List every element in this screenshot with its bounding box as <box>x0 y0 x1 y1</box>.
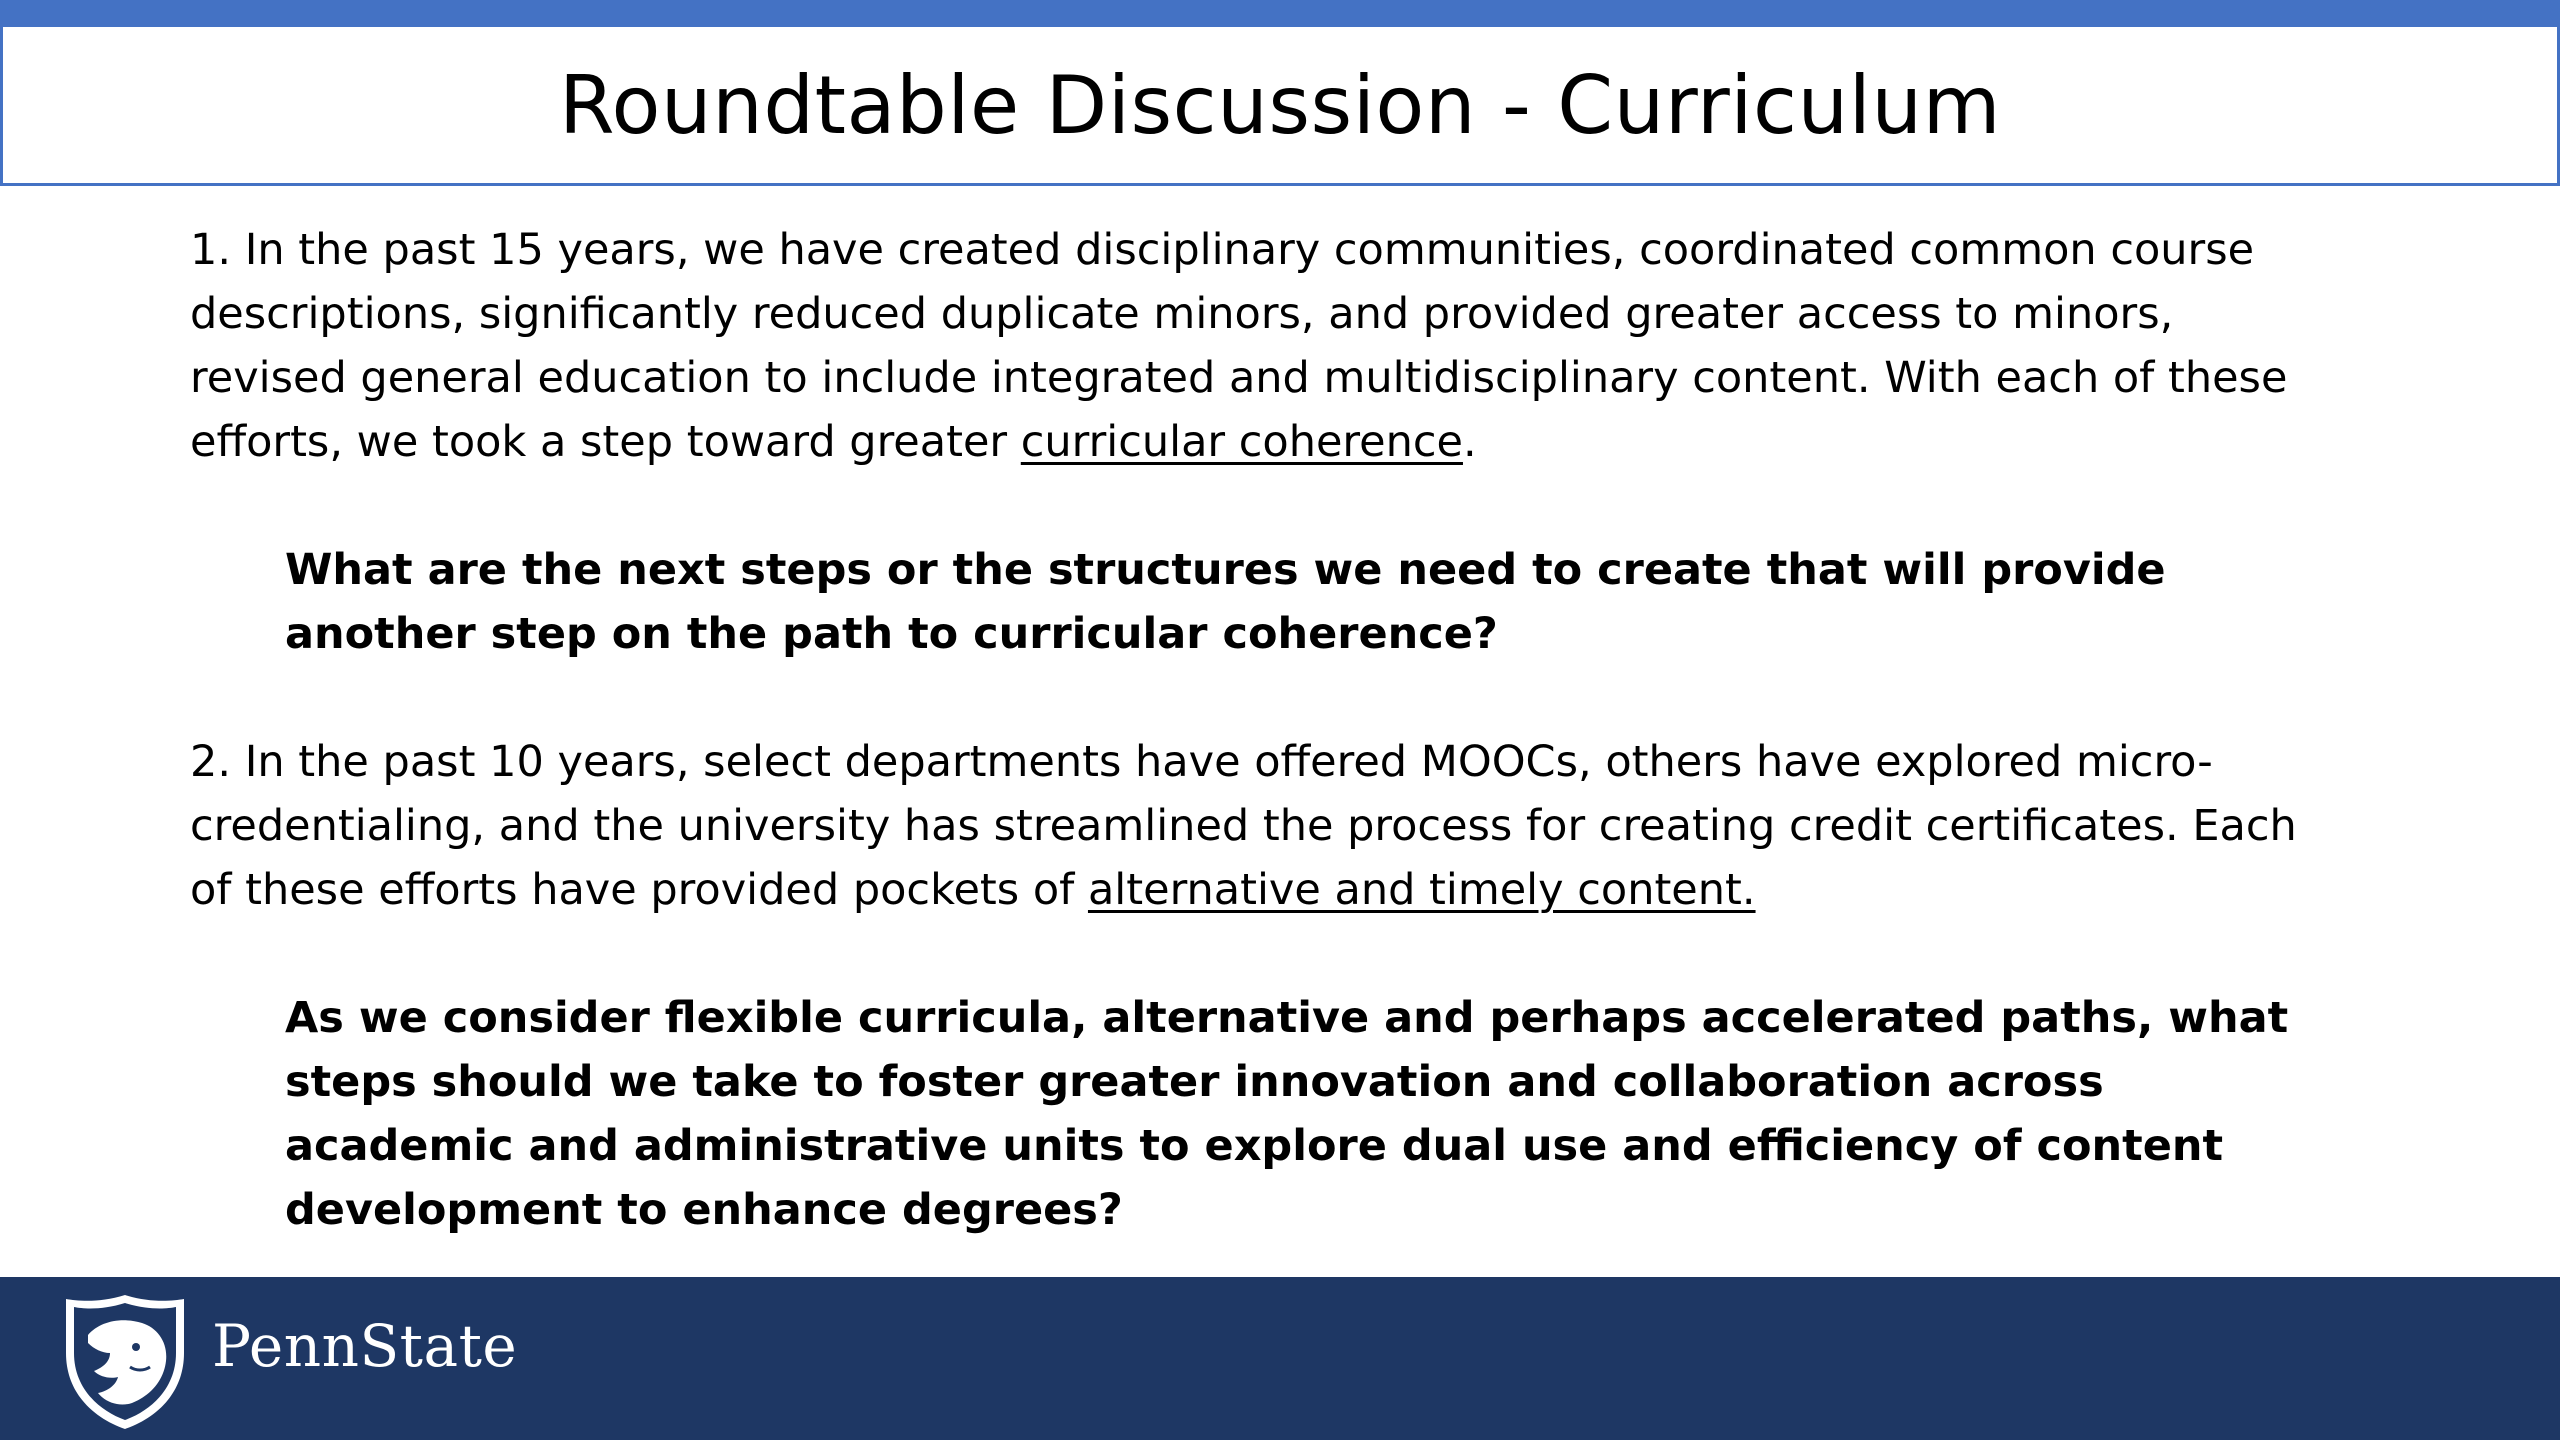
slide-title: Roundtable Discussion - Curriculum <box>558 58 2002 152</box>
item-1-text: 1. In the past 15 years, we have created disciplinary communities, coordinated common course descriptions, significantly reduced duplicate minors, and provided greater access to minors, revised general education to include integrated and multidisciplinary content. With each of these efforts, we took a step toward greater <box>190 225 2288 467</box>
item-2-paragraph <box>190 730 2340 922</box>
footer-bar <box>0 1277 2560 1440</box>
spacer <box>190 922 2340 986</box>
spacer <box>190 666 2340 730</box>
nittany-lion-shield-icon <box>60 1291 190 1431</box>
title-box <box>0 24 2560 186</box>
item-1-paragraph <box>190 218 2340 474</box>
pennstate-wordmark: PennState <box>212 1312 518 1380</box>
top-accent-bar <box>0 0 2560 24</box>
item-2-question: As we consider flexible curricula, alternative and perhaps accelerated paths, what steps should we take to foster greater innovation and collaboration across academic and administrative units to explore dual use and efficiency of content development to enhance degrees? <box>285 993 2289 1235</box>
item-1-underlined: curricular coherence <box>1020 417 1463 467</box>
item-1-question: What are the next steps or the structures we need to create that will provide another step on the path to curricular coherence? <box>285 545 2166 659</box>
item-2-text: 2. In the past 10 years, select departments have offered MOOCs, others have explored micro-credentialing, and the university has streamlined the process for creating credit certificates. Each of these efforts have provided pockets of <box>190 737 2297 915</box>
item-2-underlined: alternative and timely content. <box>1087 865 1756 915</box>
item-1-text-end: . <box>1462 417 1477 467</box>
slide-body <box>190 218 2340 1242</box>
spacer <box>190 474 2340 538</box>
